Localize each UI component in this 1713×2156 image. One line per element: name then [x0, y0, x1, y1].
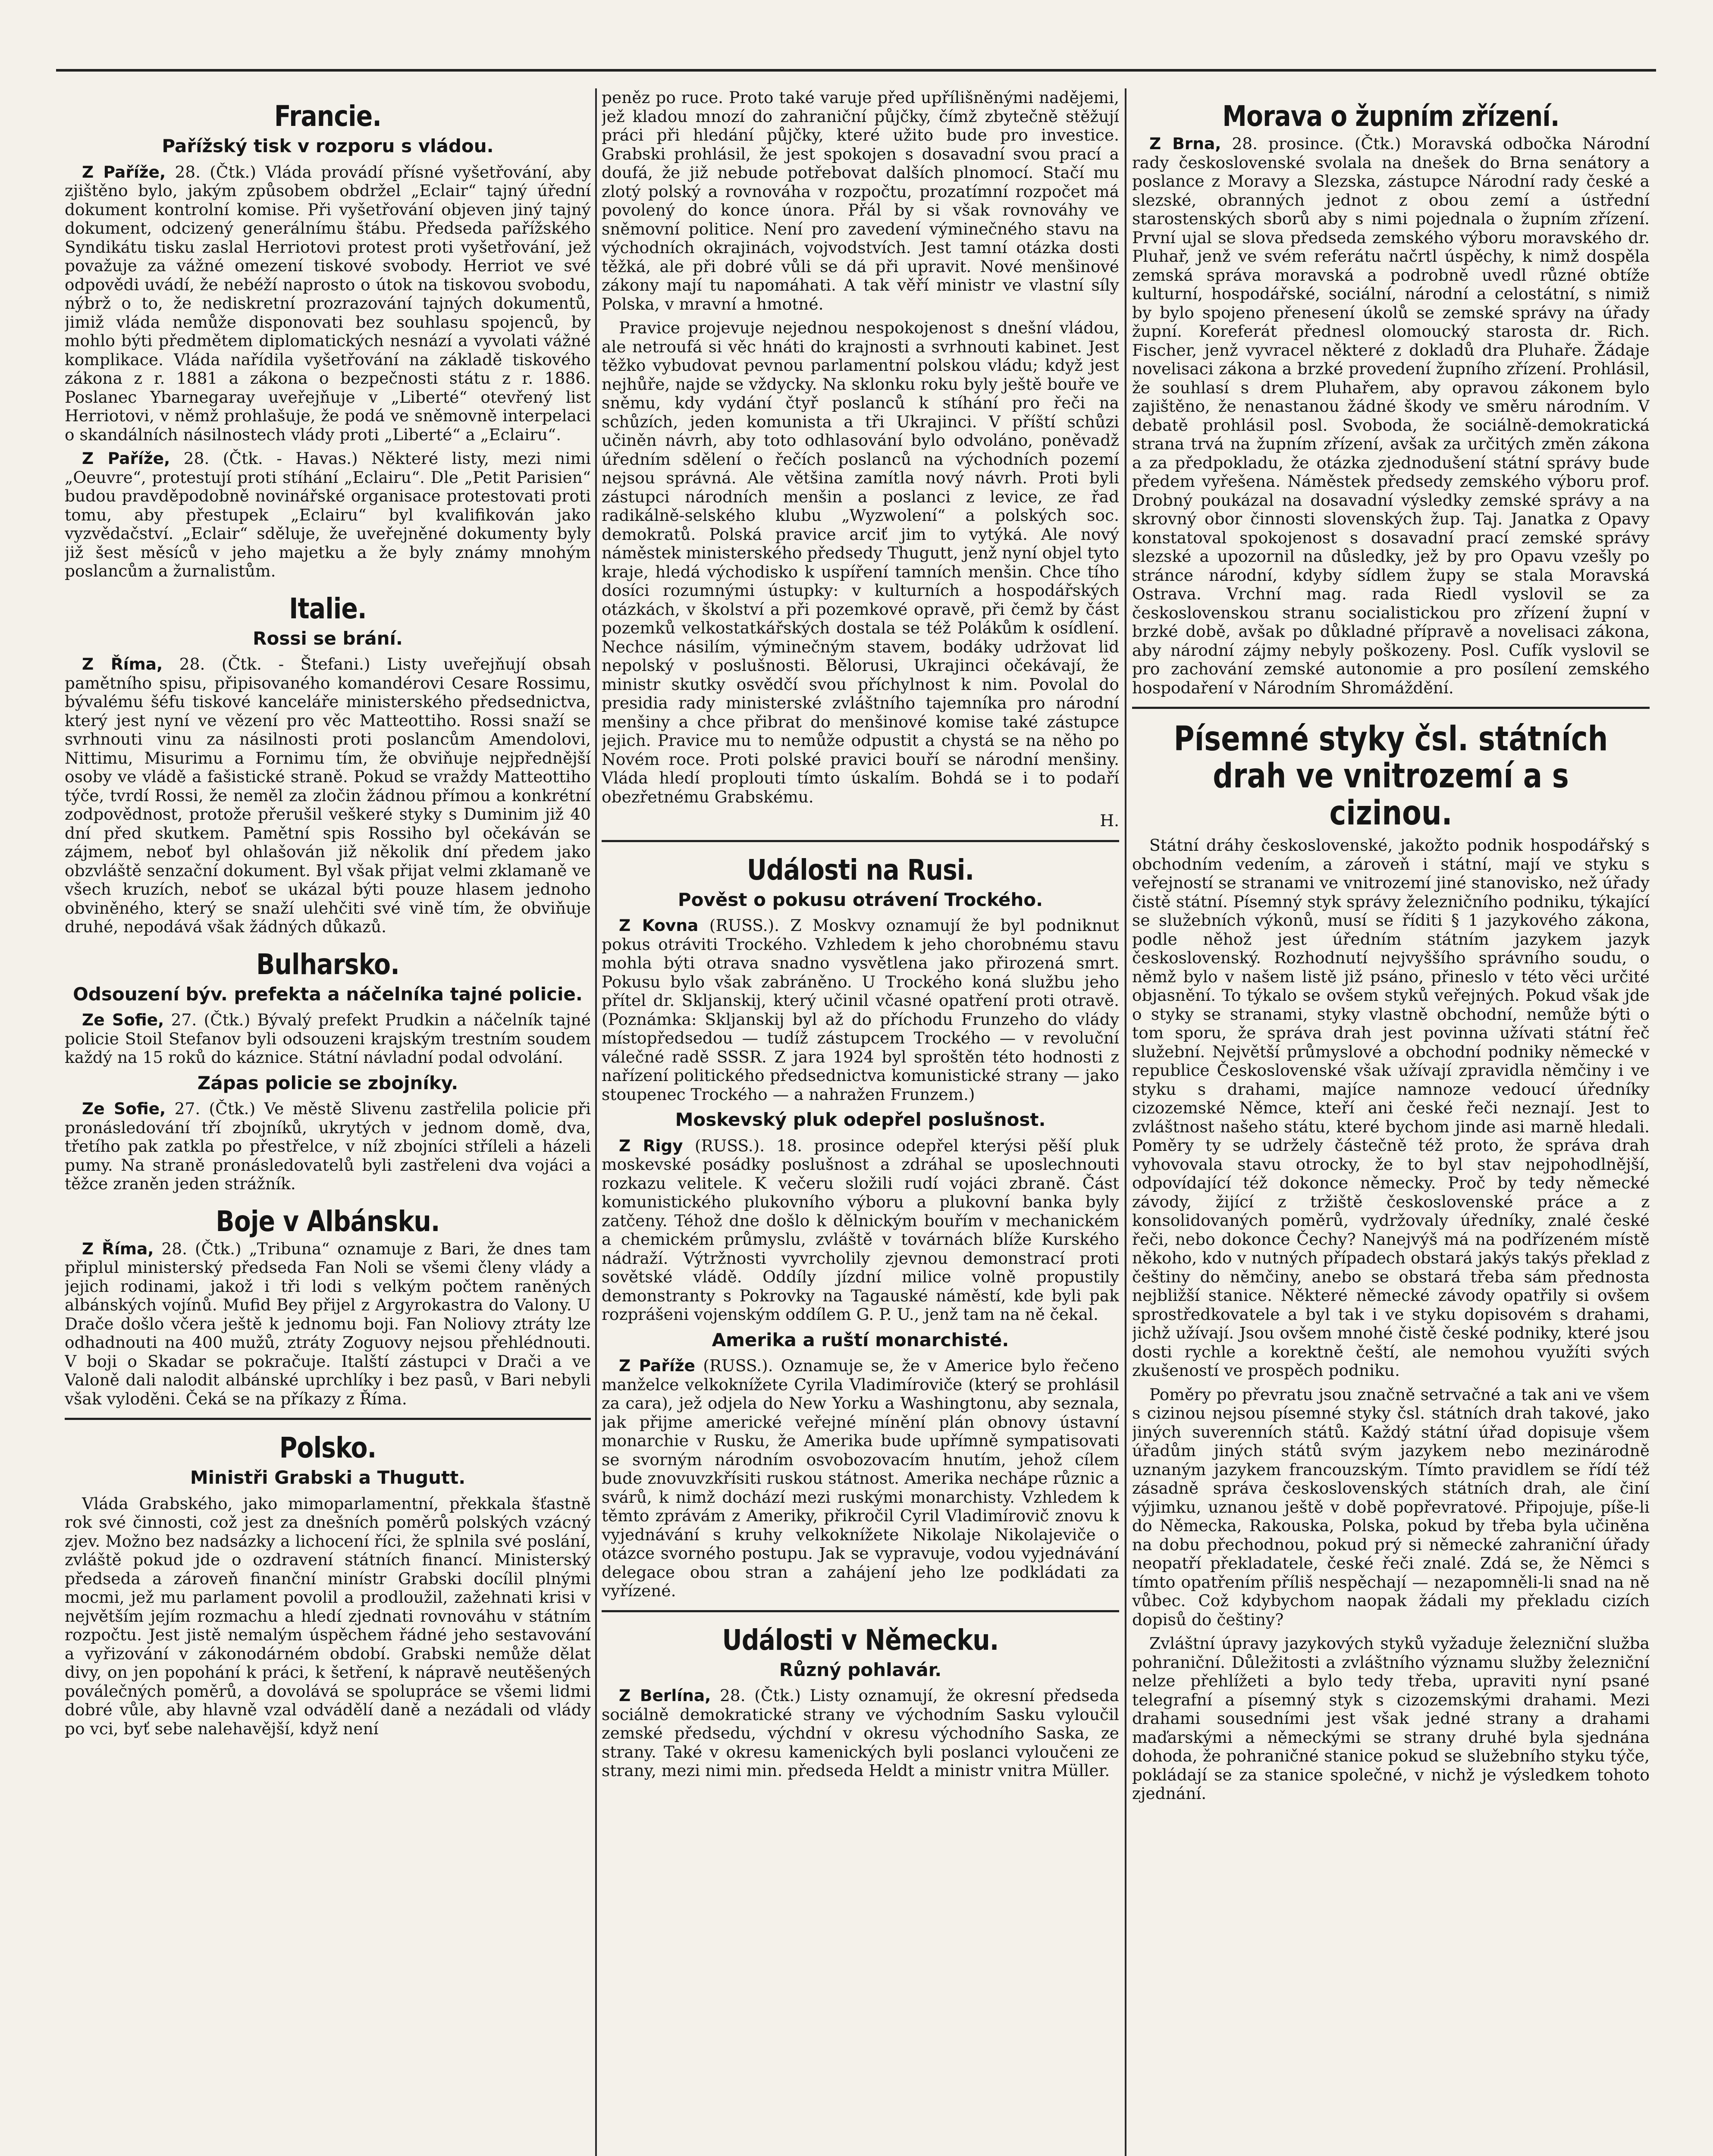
paragraph-text: 27. (Čtk.) Ve městě Slivenu zastřelila policie při pronásledování tří zbojníků, ukrytých v jednom domě, dva, třetího pak zatkla po přestřelce, v níž zbojníci stříleli a házeli pumy. Na straně pronásledovatelů byli zastřeleni dva vojáci a těžce zraněn jeden strážník. [65, 1099, 591, 1194]
section-title-styky: Písemné styky čsl. státních drah ve vnitrozemí a s cizinou. [1173, 720, 1608, 833]
article-nemecko [602, 1623, 1119, 1780]
paragraph [65, 655, 591, 937]
paragraph [65, 1100, 591, 1194]
dateline: Z Kovna [619, 916, 699, 935]
dateline: Z Říma, [82, 1239, 154, 1258]
dateline: Ze Sofie, [82, 1099, 166, 1119]
paragraph-text: Státní dráhy československé, jakožto podnik hospodářský s obchodním vedením, a zároveň i státní, mají ve styku s veřejností se stranami ve vnitrozemí jiné stanovisko, než úřady čistě státní. Písemný styk správy železničního podniku, týkající se služebních výkonů, musí se říditi § 1 jazykového zákona, podle něhož jest úředním státním jazykem jazyk československý. Rozhodnutí nejvyššího správního soudu, o němž bylo v našem listě již psáno, přineslo v této věci určité objasnění. To týkalo se ovšem styků veřejných. Pokud však jde o styky se stranami, styky vlastně obchodní, nemůže býti o tom sporu, že správa drah jest povinna užívati státní řeč služební. Největší průmyslové a obchodní podniky německé v republice Československé však užívají zpravidla němčiny i ve styku s drahami, majíce namnoze vedoucí úředníky cizozemské Němce, kteří ani české řeči neznají. Jest to zvláštnost našeho státu, které bychom jinde asi marně hledali. Poměry ty se udržely částečně též proto, že správa drah vyhovovala stavu otrocky, že to byl stav nejpohodlnější, odpovídající též dokonce německy. Proč by tedy německé závody, žijící z tržiště československé práce a z konsolidovaných poměrů, vydržovaly úředníky, znalé české řeči, nebo dokonce Čechy? Nanejvýš má na podřízeném místě někoho, kdo v nutných případech obstará jakýs takýs překlad z češtiny do němčiny, anebo se obstará třeba sám přednosta nejbližší stanice. Některé německé závody opatřily si ovšem sprostředkovatele a byl tak i ve styku dopisovém s drahami, jichž užívají. Jsou ovšem mnohé čistě české podniky, které jsou dosti rychle a korektně čeští, ale nemohou využíti svých zkušeností ve prospěch podniku. [1132, 836, 1650, 1380]
paragraph-text: Pravice projevuje nejednou nespokojenost s dnešní vládou, ale netroufá si věc hnáti do krajnosti a svrhnouti kabinet. Jest těžko vybudovat pevnou parlamentní polskou vládu; když jest nejhůře, najde se vždycky. Na sklonku roku byly ještě bouře ve sněmu, kdy vydání čtyř poslanců k stíhání pro řeči na schůzích, jeden komunista a tři Ukrajinci. V příští schůzi učiněn návrh, aby toto odhlasování bylo odvoláno, poněvadž úředním sdělení o řečích poslanců na východních pozemí nejsou správná. Ale většina zamítla nový návrh. Proti byli zástupci národních menšin a poslanci z levice, ze řad radikálně-selského klubu „Wyzwolení“ a polských soc. demokratů. Polská pravice arciť jim to vytýká. Ale nový náměstek ministerského předsedy Thugutt, jenž nyní objel tyto kraje, hledá východisko k uspíření tamních menšin. Chce tího dosíci rozumnými ústupky: v kulturních a hospodářských otázkách, v školství a při pozemkové opravě, při čemž by část pozemků velkostatkářských dostala se též Polákům k osídlení. Nechce násilím, výminečným stavem, bodáky udržovat lid nepolský v poslušnosti. Bělorusi, Ukrajinci očekávají, že ministr skutky osvědčí svou příchylnost k nim. Povolal do presidia rady ministerské zvláštního tajemníka pro národní menšiny a chce přibrat do menšinové komise také zástupce jejich. Pravice mu to nemůže odpustit a chystá se na něho po Novém roce. Proti polské pravici bouří se národní menšiny. Vláda hledí proplouti tímto úskalím. Bohdá se i to podaří obezřetnému Grabskému. [602, 318, 1119, 806]
paragraph [602, 1357, 1119, 1601]
separator-rule [1132, 707, 1650, 709]
column-divider-2 [1125, 88, 1126, 2156]
paragraph-text: 28. prosince. (Čtk.) Moravská odbočka Národní rady československé svolala na dnešek do Brna senátory a poslance z Moravy a Slezska, zástupce Národní rady české a slezské, obranných jednot z obou zemí a ústřední starostenských sborů aby s nimi pojednala o župním zřízení. První ujal se slova předseda zemského výboru moravského dr. Pluhař, jenž ve svém referátu načrtl úspěchy, k nimž dospěla zemská správa moravská a podrobně uvedl různé obtíže kulturní, hospodářské, sociální, národní a celostátní, s nimiž by bylo spojeno přenesení úkolů se zemské správy na úřady župní. Koreferát přednesl olomoucký starosta dr. Rich. Fischer, jenž vyvracel některé z dokladů dra Pluhaře. Žádaje novelisaci zákona a brzké provedení župního zřízení. Prohlásil, že souhlasí s drem Pluhařem, aby opravou zákonem bylo zajištěno, že nenastanou žádné škody ve směru národním. V debatě prohlásil posl. Svoboda, že sociálně-demokratická strana trvá na župním zřízení, avšak za určitých změn zákona a za předpokladu, že otázka zjednodušení státní správy bude předem vyřešena. Náměstek předsedy zemského výboru prof. Drobný poukázal na dosavadní výsledky zemské správy a na skrovný obor činnosti slovenských žup. Taj. Janatka z Opavy konstatoval spokojenost s dosavadní prací zemské správy slezské a upozornil na důsledky, jež by pro Opavu vzešly po stránce národní, kdyby sídlem župy se stala Moravská Ostrava. Vrchní mag. rada Riedl vyslovil se za československou stranu socialistickou pro zřízení župní v brzké době, avšak po důkladné přípravě a novelisaci zákona, aby národní zájmy nebyly poškozeny. Posl. Cufík vyslovil se pro zachování zemské autonomie a pro posílení zemského hospodaření v Národním Shromáždění. [1132, 134, 1650, 697]
article-francie [65, 100, 591, 581]
article-rusko [602, 853, 1119, 1601]
separator-rule [602, 1610, 1119, 1612]
dateline: Z Říma, [82, 655, 163, 674]
headline-moskevsky-pluk: Moskevský pluk odepřel poslušnost. [675, 1109, 1046, 1131]
headline-polsko: Ministři Grabski a Thugutt. [190, 1467, 466, 1489]
paragraph-text: (RUSS.). Z Moskvy oznamují že byl podniknut pokus otráviti Trockého. Vzhledem k jeho chorobnému stavu mohla býti otrava snadno vysvětlena jako přirozená smrt. Pokusu bylo však zabráněno. U Trockého koná službu jeho přítel dr. Skljanskij, který učinil včasné opatření proti otravě. (Poznámka: Skljanskij byl až do příchodu Frunzeho do vlády místopředsedou — tudíž zástupcem Trockého — v revoluční válečné radě SSSR. Z jara 1924 byl sproštěn této hodnosti z nařízení politického předsednictva komunistické strany — jako stoupenec Trockého — a nahražen Frunzem.) [602, 916, 1119, 1104]
article-bulharsko [65, 948, 591, 1194]
paragraph-text: Vláda Grabského, jako mimoparlamentní, překkala šťastně rok své činnosti, což jest za dnešních poměrů polských vzácný zjev. Možno bez nadsázky a lichocení říci, že splnila své poslání, zvláště pokud jde o ozdravení státních financí. Ministerský předseda a zároveň finanční minístr Grabski docílil plnými mocmi, jež mu parlament povolil a prodloužil, zažehnati krisi v největším jejím rozmachu a hledí zjednati rovnováhu v státním rozpočtu. Jest jistě nemalým úspěchem řádné jeho sestavování a vyřizování v zákonodárném období. Grabski nemůže dělat divy, on jen popohání k práci, k šetření, k nápravě neutěšených poválečných poměrů, a dovolává se spolupráce se všemi lidmi dobré vůle, aby hlavně vzal odvádělí daně a nezádali od vlády po vci, byť sebe nalehavější, když není [65, 1494, 591, 1738]
headline-bulharsko: Odsouzení býv. prefekta a náčelníka tajné policie. [73, 983, 583, 1005]
dateline: Z Brna, [1149, 134, 1221, 153]
headline-amerika: Amerika a ruští monarchisté. [712, 1329, 1009, 1351]
paragraph-text: peněz po ruce. Proto také varuje před upřílišněnými nadějemi, jež kladou mnozí do zahraniční půjčky, čímž zbytečně stěžují práci při hledání půjčky, které užito bude pro investice. Grabski prohlásil, že jest spokojen s dosavadní svou prací a doufá, že již nebude potřebovat dalších plnomocí. Stačí mu zlotý polský a rovnováha v rozpočtu, prozatímní rozpočet má povolený do konce února. Přál by si však rovnováhy ve sněmovní politice. Není pro zavedení výminečného stavu na východních okrajinách, vojvodstvích. Jest tamní otázka dosti těžká, ale při dobré vůli se dá při upravit. Nové menšinové zákony mají tu napomáhati. A tak věří ministr ve vlastní síly Polska, v mravní a hmotné. [602, 88, 1119, 313]
dateline: Ze Sofie, [82, 1010, 164, 1030]
paragraph-text: (RUSS.). Oznamuje se, že v Americe bylo řečeno manželce velkoknížete Cyrila Vladimíroviče (který se prohlásil za cara), jež odjela do New Yorku a Washingtonu, aby seznala, jak přijme americké veřejné mínění plán obnovy ústavní monarchie v Rusku, že Amerika bude upřímně sympatisovati se svorným národním osvobozovacím hnutím, jehož cílem bude znovuvzkřísiti ruskou státnost. Amerika nechápe různic a svárů, k nimž dochází mezi ruskými monarchisty. Vzhledem k těmto zprávám z Ameriky, přikročil Cyril Vladimírovič znovu k vyjednávání s kruhy velkoknížete Nikolaje Nikolajeviče o otázce svorného postupu. Jak se vypravuje, vodou vyjednávání delegace obou stran a zahájení jeho lze podkládati za vyřízené. [602, 1356, 1119, 1601]
headline-francie: Pařížský tisk v rozporu s vládou. [162, 135, 494, 157]
article-albansko [65, 1205, 591, 1409]
paragraph [65, 449, 591, 581]
paragraph-text: 28. (Čtk. - Havas.) Některé listy, mezi nimi „Oeuvre“, protestují proti stíhání „Eclairu“. Dle „Petit Parisien“ budou pravděpodobně novinářské organisace protestovati proti tomu, aby přestupek „Eclairu“ byl kvalifikován jako vyzvědačství. „Eclair“ sděluje, že uveřejněné dokumenty byly již šest měsíců v jeho majetku a že byly známy mnohým poslancům a žurnalistům. [65, 449, 591, 581]
paragraph [65, 1240, 591, 1409]
column-2 [602, 88, 1119, 2156]
paragraph-text: (RUSS.). 18. prosince odepřel kterýsi pěší pluk moskevské posádky poslušnost a zdráhal se uposlechnouti rozkazu velitele. K večeru složili rudí vojáci zbraně. Část komunistického plukovního výboru a plukovní banka byly zatčeny. Téhož dne došlo k dělnickým bouřím v mechanickém a chemickém průmyslu, zvláště v továrnách blíže Kurského nádraží. Výtržnosti vyvrcholily zjevnou demonstrací proti sovětské vládě. Oddíly jízdní milice volně propustily demonstranty s Pokrovky na Tagauské náměstí, kde byli pak rozprášeni vojenským oddílem G. P. U., jenž tam na ně čekal. [602, 1136, 1119, 1324]
article-styky [1132, 721, 1650, 1803]
column-1 [65, 88, 591, 2156]
author-signature: H. [1100, 811, 1119, 830]
paragraph-text: Zvláštní úpravy jazykových styků vyžaduje železniční služba pohraniční. Důležitosti a zvláštního významu služby železniční nelze přehlížeti a bylo tedy třeba, upraviti nyní psané telegrafní a písemný styk s cizozemskými drahami. Mezi drahami sousedními jest však jedné strany a drahami maďarskými a německými se strany druhé byla sjednána dohoda, že pohraničné stanice pokud se služebního styku týče, pokládají se za stanice společné, v nichž je výsledkem tohoto zjednání. [1132, 1634, 1650, 1803]
headline-nemecko: Různý pohlavár. [779, 1659, 942, 1680]
paragraph-text: 28. (Čtk.) „Tribuna“ oznamuje z Bari, že dnes tam připlul ministerský předseda Fan Noli se všemi členy vlády a jejich rodinami, jakož i tři lodi s velkým počtem raněných albánských vojínů. Mufid Bey přijel z Argyrokastra do Valony. U Drače došlo včera ještě k jednomu boji. Fan Noliovy ztráty lze odhadnouti na 400 mužů, ztráty Zoguovy nejsou přehlédnouti. V boji o Skadar se pokračuje. Italští zástupci v Drači a ve Valoně dali nalodit albánské uprchlíky i bez pasů, v Bari nebyli však vyloděni. Čeká se na příkazy z Říma. [65, 1239, 591, 1408]
paragraph-text: 28. (Čtk.) Listy oznamují, že okresní předseda sociálně demokratické strany ve východním Sasku vyloučil zemské předsedu, výchdní v okresu východního Saska, ze strany. Také v okresu kamenických byli poslanci vyloučeni ze strany, mezi nimi min. předseda Heldt a ministr vnitra Müller. [602, 1686, 1119, 1780]
paragraph [602, 916, 1119, 1104]
headline-trocky: Pověst o pokusu otrávení Trockého. [678, 889, 1043, 910]
paragraph [65, 163, 591, 445]
headline-zapas-policie: Zápas policie se zbojníky. [197, 1072, 458, 1094]
section-title-albansko: Boje v Albánsku. [216, 1204, 440, 1238]
headline-italie: Rossi se brání. [253, 627, 403, 649]
section-title-rusko: Události na Rusi. [747, 853, 974, 887]
dateline: Z Paříže, [82, 449, 170, 468]
section-title-francie: Francie. [274, 100, 382, 133]
section-title-nemecko: Události v Německu. [722, 1623, 999, 1657]
dateline: Z Rigy [619, 1136, 683, 1155]
dateline: Z Paříže, [82, 162, 166, 182]
column-divider-1 [595, 88, 597, 2156]
separator-rule [65, 1418, 591, 1420]
article-polsko [65, 1431, 591, 1738]
article-italie [65, 592, 591, 937]
paragraph-text: 27. (Čtk.) Bývalý prefekt Prudkin a náčelník tajné policie Stoil Stefanov byli odsouzeni krajským trestním soudem každý na 15 roků do káznice. Státní návladní podal odvolání. [65, 1010, 591, 1067]
paragraph [602, 1137, 1119, 1324]
column-3 [1132, 88, 1650, 2156]
paragraph [65, 1011, 591, 1067]
paragraph-text: Poměry po převratu jsou značně setrvačné a tak ani ve všem s cizinou nejsou písemné styky čsl. státních drah takové, jako jiných suverenních států. Každý státní úřad dopisuje všem úřadům jiných států svým jazykem nebo mezinárodně uznaným jazykem francouzským. Tímto pravidlem se řídí též zásadně správa československých státních drah, ale činí výjimku, uznanou ještě v době popřevratové. Připojuje, píše-li do Německa, Rakouska, Polska, pokud by třeba byla učiněna na dobu přechodnou, pokud prý si německé zahraniční úřady neopatří překladatele, české řeči znalé. Zdá se, že Němci s tímto opatřením příliš nespěchají — nezapomněli-li snad na ně vůbec. Což kdybychom naopak žádali my překladu cizích dopisů do češtiny? [1132, 1385, 1650, 1629]
paragraph [602, 1686, 1119, 1780]
section-title-morava: Morava o župním zřízení. [1222, 100, 1559, 133]
article-polsko-continued [602, 88, 1119, 830]
paragraph-text: 28. (Čtk.) Vláda provádí přísné vyšetřování, aby zjištěno bylo, jakým způsobem obdržel „Eclair“ tajný úřední dokument kontrolní komise. Při vyšetřování objeven jiný tajný dokument, odcizený generálnímu štábu. Předseda pařížského Syndikátu tisku zaslal Herriotovi protest proti vyšetřování, jež považuje za vážné omezení tiskové svobody. Herriot ve své odpovědi uvádí, že nebéží naprosto o útok na tiskovou svobodu, nýbrž o to, že nediskretní prozrazování tajných dokumentů, jimiž vláda nemůže disponovati bez souhlasu spojenců, by mohlo býti předmětem diplomatických nesnází a vyvolati vážné komplikace. Vláda nařídila vyšetřování na základě tiskového zákona z r. 1881 a zákona o bezpečnosti státu z r. 1886. Poslanec Ybarnegaray uveřejňuje v „Liberté“ otevřený list Herriotovi, v němž prohlašuje, že podá ve sněmovně interpelaci o skandálních násilnostech vlády proti „Liberté“ a „Eclairu“. [65, 162, 591, 444]
paragraph [1132, 135, 1650, 697]
top-rule [56, 69, 1656, 72]
separator-rule [602, 840, 1119, 842]
section-title-bulharsko: Bulharsko. [256, 947, 399, 981]
paragraph-text: 28. (Čtk. - Štefani.) Listy uveřejňují obsah pamětního spisu, připisovaného komandérovi Cesare Rossimu, bývalému šéfu tiskové kanceláře ministerského předsednictva, který jest nyní ve vězení pro věc Matteottiho. Rossi snaží se svrhnouti vinu za násilnosti proti poslancům Amendolovi, Nittimu, Misurimu a Fornimu tím, že obviňuje nejpřednější osoby ve vládě a fašistické straně. Pokud se vraždy Matteottiho týče, tvrdí Rossi, že neměl za zločin žádnou přímou a konkrétní zodpovědnost, protože přerušil veškeré styky s Duminim již 40 dní před skutkem. Pamětní spis Rossiho byl očekáván se zájmem, neboť byl ohlašován již několik dní předem jako obzvláště senzační dokument. Byl však přijat velmi zklamaně ve všech kruzích, neboť se ukázal býti pouze hlasem jednoho obviněného, který se snaží ulehčiti své vině tím, že obviňuje druhé, nepodává však žádných důkazů. [65, 655, 591, 937]
article-morava [1132, 100, 1650, 697]
dateline: Z Berlína, [619, 1686, 711, 1705]
section-title-polsko: Polsko. [279, 1431, 376, 1465]
section-title-italie: Italie. [289, 592, 367, 625]
dateline: Z Paříže [619, 1356, 695, 1376]
